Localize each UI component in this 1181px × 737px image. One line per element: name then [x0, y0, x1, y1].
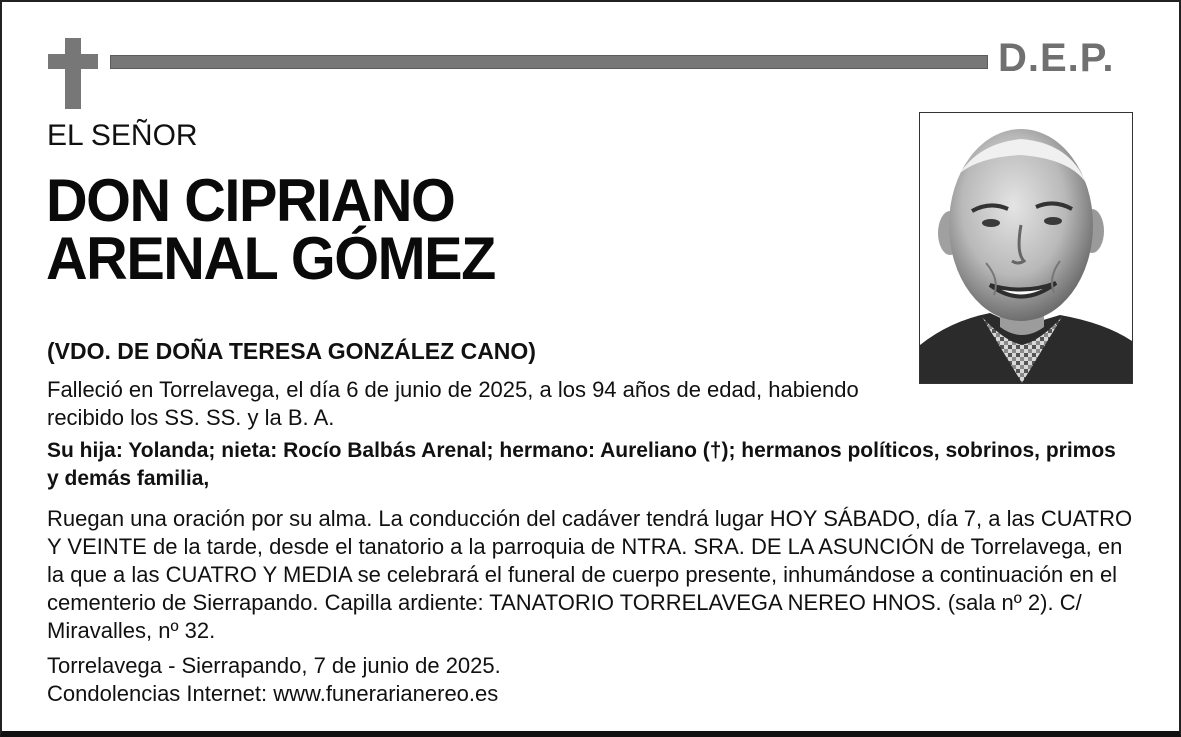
- place-date-block: [47, 652, 747, 708]
- header-rule: [110, 55, 988, 69]
- death-notice: Falleció en Torrelavega, el día 6 de junio de 2025, a los 94 años de edad, habiendo recibido los SS. SS. y la B. A.: [47, 377, 859, 430]
- honorific: EL SEÑOR: [47, 119, 198, 152]
- family-list: Su hija: Yolanda; nieta: Rocío Balbás Arenal; hermano: Aureliano (†); hermanos políticos, sobrinos, primos y demás familia,: [47, 439, 1116, 490]
- service-details: Ruegan una oración por su alma. La conducción del cadáver tendrá lugar HOY SÁBADO, día 7, a las CUATRO Y VEINTE de la tarde, desde el tanatorio a la parroquia de NTRA. SRA. DE LA ASUNCIÓN de Torrelavega, en la que a las CUATRO Y MEDIA se celebrará el funeral de cuerpo presente, inhumándose a continuación en el cementerio de Sierrapando. Capilla ardiente: TANATORIO TORRELAVEGA NEREO HNOS. (sala nº 2). C/ Miravalles, nº 32.: [47, 506, 1133, 643]
- dep-label: D.E.P.: [998, 36, 1115, 80]
- deceased-name-line-1: DON CIPRIANO: [46, 167, 455, 234]
- widower-of: (VDO. DE DOÑA TERESA GONZÁLEZ CANO): [47, 338, 536, 364]
- portrait-photo: [919, 112, 1133, 384]
- deceased-name-line-2: ARENAL GÓMEZ: [46, 225, 495, 292]
- latin-cross-icon: [48, 38, 98, 109]
- deceased-name: [46, 167, 514, 292]
- condolences-line: Condolencias Internet: www.funerarianereo.es: [47, 681, 499, 706]
- place-date: Torrelavega - Sierrapando, 7 de junio de 2025.: [47, 653, 501, 678]
